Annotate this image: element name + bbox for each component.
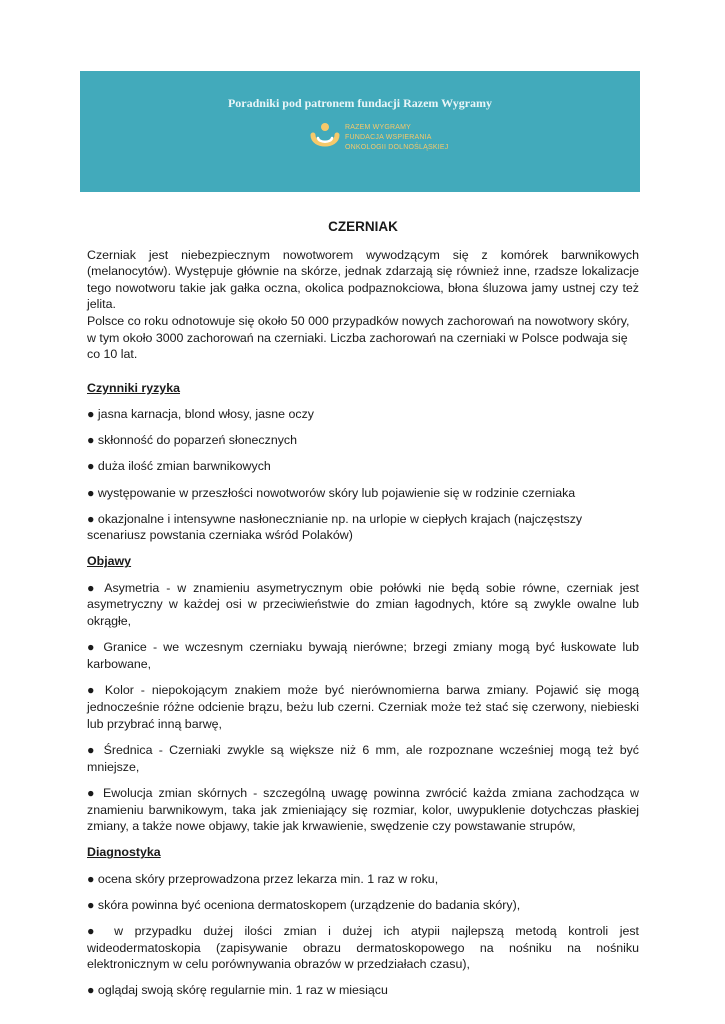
list-item: ● ocena skóry przeprowadzona przez lekarza min. 1 raz w roku,: [87, 871, 439, 886]
section-heading-diagnostics: Diagnostyka: [87, 845, 161, 860]
list-item: ● okazjonalne i intensywne nasłonecznianie np. na urlopie w ciepłych krajach (najczęstszy scenariusz powstania czerniaka wśród Polaków): [87, 511, 583, 543]
banner-title: Poradniki pod patronem fundacji Razem Wygramy: [227, 96, 493, 110]
list-item: ● oglądaj swoją skórę regularnie min. 1 raz w miesiącu: [87, 983, 388, 998]
list-item: ● Asymetria - w znamieniu asymetrycznym obie połówki nie będą sobie równe, czerniak jest asymetryczny w każdej osi w przeciwieństwie do zmian łagodnych, które są zwykle owalne lub okrągłe,: [87, 580, 639, 629]
foundation-logo: [309, 121, 449, 157]
logo-line: ONKOLOGII DOLNOŚLĄSKIEJ: [345, 144, 449, 151]
section-heading-symptoms: Objawy: [87, 554, 132, 569]
foundation-logo-icon: [309, 121, 341, 155]
section-heading-risk: Czynniki ryzyka: [87, 380, 180, 395]
document-body: [87, 219, 639, 999]
header-banner: [80, 71, 640, 192]
list-item: ● skłonność do poparzeń słonecznych: [87, 433, 297, 448]
list-item: ● Średnica - Czerniaki zwykle są większe niż 6 mm, ale rozpoznane wcześniej mogą też być mniejsze,: [87, 743, 639, 774]
list-item: ● Granice - we wczesnym czerniaku bywają nierówne; brzegi zmiany mogą być łuskowate lub karbowane,: [87, 640, 639, 672]
logo-line: FUNDACJA WSPIERANIA: [345, 134, 432, 141]
intro-paragraph: Polsce co roku odnotowuje się około 50 000 przypadków nowych zachorowań na nowotwory skóry, w tym około 3000 zachorowań na czerniaki. Liczba zachorowań na czerniaki w Polsce podwaja się co 10 lat.: [87, 313, 630, 362]
list-item: ● Kolor - niepokojącym znakiem może być nierównomierna barwa zmiany. Pojawić się mogą jednocześnie różne odcienie brązu, beżu lub czerni. Czerniak może też stać się czerwony, niebieski lub przybrać inną barwę,: [87, 683, 639, 731]
list-item: ● duża ilość zmian barwnikowych: [87, 459, 271, 474]
logo-text: [345, 123, 448, 153]
list-item: ● występowanie w przeszłości nowotworów skóry lub pojawienie się w rodzinie czerniaka: [87, 485, 576, 500]
list-item: ● jasna karnacja, blond włosy, jasne oczy: [87, 406, 314, 421]
document-title: CZERNIAK: [328, 219, 398, 234]
list-item: ● w przypadku dużej ilości zmian i dużej ich atypii najlepszą metodą kontroli jest wideodermatoskopia (zapisywanie obrazu dermatoskopowego na nośniku na nośniku elektronicznym w celu porównywania obrazów w przedziałach czasu),: [87, 923, 639, 972]
intro-paragraph: Czerniak jest niebezpiecznym nowotworem wywodzącym się z komórek barwnikowych (melanocytów). Występuje głównie na skórze, jednak zdarzają się również inne, rzadsze lokalizacje tego nowotworu takie jak gałka oczna, okolica podpaznokciowa, błona śluzowa jamy ustnej czy też jelita.: [87, 247, 639, 312]
logo-line: RAZEM WYGRAMY: [345, 124, 411, 131]
list-item: ● skóra powinna być oceniona dermatoskopem (urządzenie do badania skóry),: [87, 897, 521, 912]
list-item: ● Ewolucja zmian skórnych - szczególną uwagę powinna zwrócić każda zmiana zachodząca w znamieniu barwnikowym, taka jak zmieniający się rozmiar, kolor, uwypuklenie dotychczas płaskiej zmiany, a także nowe objawy, takie jak krwawienie, swędzenie czy powstawanie strupów,: [87, 785, 639, 834]
